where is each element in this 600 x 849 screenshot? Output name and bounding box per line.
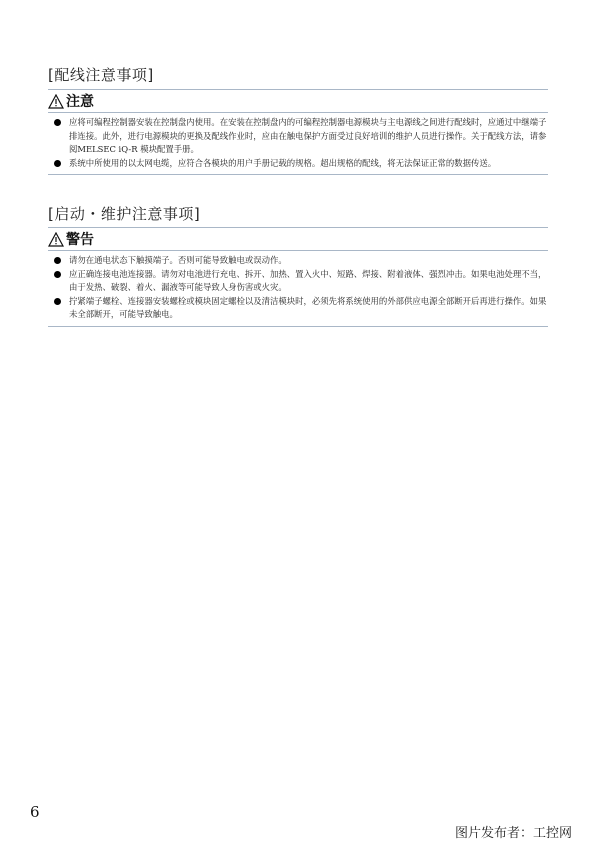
list-item: [48, 157, 548, 171]
section-heading-wiring: [配线注意事项]: [48, 66, 154, 84]
bullet-icon: [54, 119, 61, 126]
warning-triangle-icon: [48, 232, 64, 247]
warning-box-header: [48, 227, 548, 251]
page-number: 6: [30, 803, 40, 821]
bullet-icon: [54, 257, 61, 264]
list-item-text: 拧紧端子螺栓、连接器安装螺栓或模块固定螺栓以及清洁模块时，必须先将系统使用的外部供应电源全部断开后再进行操作。如果未全部断开，可能导致触电。: [69, 295, 547, 319]
warning-title: 警告: [66, 232, 94, 248]
caution-box: [48, 89, 548, 175]
caution-box-header: [48, 89, 548, 113]
list-item: [48, 254, 548, 268]
section-heading-startup-maintenance: [启动・维护注意事项]: [48, 205, 201, 223]
bullet-icon: [54, 160, 61, 167]
warning-triangle-icon: [48, 94, 64, 109]
bullet-icon: [54, 271, 61, 278]
list-item-text: 应正确连接电池连接器。请勿对电池进行充电、拆开、加热、置入火中、短路、焊接、附着液体、强烈冲击。如果电池处理不当，由于发热、破裂、着火、漏液等可能导致人身伤害或火灾。: [69, 268, 547, 292]
publisher-watermark: 图片发布者：工控网: [454, 826, 572, 841]
caution-list: [48, 113, 548, 175]
warning-list: [48, 251, 548, 327]
caution-title: 注意: [66, 94, 94, 110]
list-item: [48, 268, 548, 295]
list-item: [48, 295, 548, 322]
warning-box: [48, 227, 548, 327]
list-item: [48, 116, 548, 157]
bullet-icon: [54, 298, 61, 305]
list-item-text: 请勿在通电状态下触摸端子。否则可能导致触电或误动作。: [69, 255, 287, 265]
list-item-text: 系统中所使用的以太网电缆，应符合各模块的用户手册记载的规格。超出规格的配线，将无法保证正常的数据传送。: [69, 157, 497, 168]
list-item-text: 应将可编程控制器安装在控制盘内使用。在安装在控制盘内的可编程控制器电源模块与主电源线之间进行配线时，应通过中继端子排连接。此外，进行电源模块的更换及配线作业时，应由在触电保护方面受过良好培训的维护人员进行操作。关于配线方法，请参阅MELSEC iQ-R 模块配置手册。: [69, 117, 547, 154]
